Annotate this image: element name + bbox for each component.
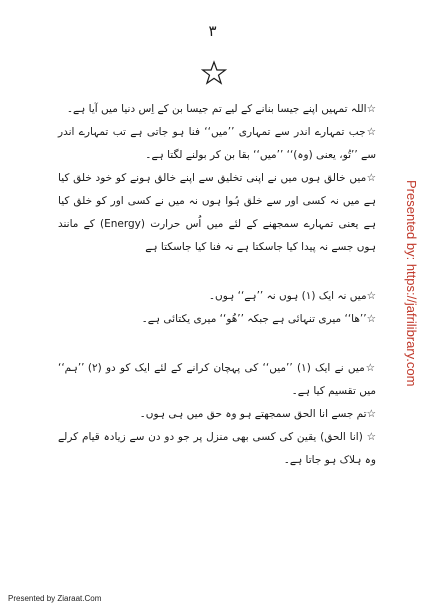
page-number: ۳ [208, 22, 217, 40]
paragraph: ☆ (انا الحق) یقین کی کسی بھی منزل پر جو دو دن سے زیادہ قیام کرلے وہ ہلاک ہو جاتا ہے۔ [58, 431, 376, 466]
paragraph: ☆تم جسے انا الحق سمجھتے ہو وہ حق میں ہی ہوں۔ [139, 408, 376, 420]
side-watermark: Presented by: https://jafrilibrary.com [404, 180, 419, 387]
paragraph: ☆جب تمہارے اندر سے تمہاری ’’میں‘‘ فنا ہو جاتی ہے تب تمہارے اندر سے ’’تُو، یعنی (وہ)‘‘ ’’میں‘‘ بقا بن کر بولنے لگتا ہے۔ [58, 126, 376, 161]
paragraph: ☆میں خالق ہوں میں نے اپنی تخلیق سے اپنے خالق ہونے کو خود خلق کیا ہے میں نہ کسی اور سے خلق ہُوا ہوں نہ میں نے کسی اور کو خلق کیا ہے یعنی تمہارے سمجھنے کے لئے میں اُس حرارت (Energy) کے مانند ہوں جسے نہ پیدا کیا جاسکتا ہے نہ فنا کیا جاسکتا ہے [58, 172, 376, 253]
paragraph: ☆میں نہ ایک (۱) ہوں نہ ’’ہے‘‘ ہوں۔ [208, 290, 376, 302]
page-body [58, 98, 376, 472]
footer-credit: Presented by Ziaraat.Com [8, 594, 102, 603]
paragraph: ☆’’ھا‘‘ میری تنہائی ہے جبکہ ’’ھُو‘‘ میری یکتائی ہے۔ [141, 313, 376, 325]
star-icon [201, 60, 227, 86]
paragraph: ☆میں نے ایک (۱) ’’میں‘‘ کی پہچان کرانے کے لئے ایک کو دو (۲) ’’ہم‘‘ میں تقسیم کیا ہے۔ [58, 362, 376, 397]
paragraph: ☆اللہ تمہیں اپنے جیسا بنانے کے لیے تم جیسا بن کے اِس دنیا میں آیا ہے۔ [66, 103, 376, 115]
